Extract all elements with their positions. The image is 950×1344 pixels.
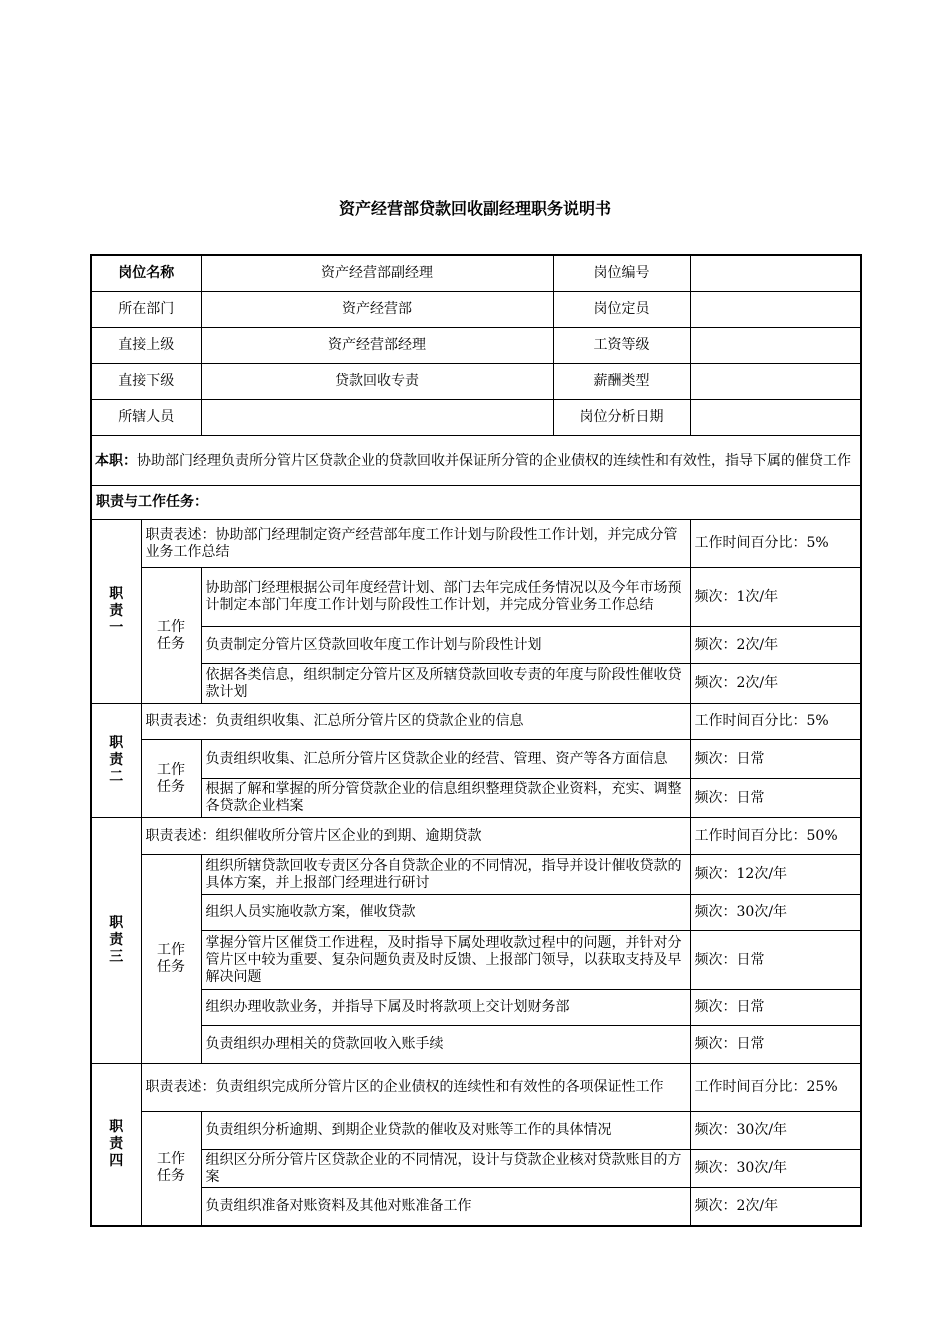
job-description-table: [90, 254, 862, 1227]
info-label: 岗位编号: [553, 255, 690, 292]
duty-statement-row: [91, 704, 861, 740]
task-frequency: 频次：2次/年: [690, 1188, 861, 1226]
task-label: 工作 任务: [141, 568, 201, 704]
time-percent: 工作时间百分比：5%: [690, 704, 861, 740]
info-label: 直接上级: [91, 328, 201, 364]
duty-statement: 职责表述：组织催收所分管片区企业的到期、逾期贷款: [141, 818, 690, 855]
duty-label: 职 责 一: [91, 520, 141, 704]
info-label: 岗位名称: [91, 255, 201, 292]
info-value: 资产经营部经理: [201, 328, 553, 364]
task-row: [91, 1026, 861, 1064]
info-value: [690, 292, 861, 328]
info-label: 岗位定员: [553, 292, 690, 328]
duty-label: 职 责 三: [91, 818, 141, 1064]
info-row: [91, 255, 861, 292]
task-label: 工作 任务: [141, 1112, 201, 1226]
summary-row: [91, 436, 861, 486]
info-value: 贷款回收专责: [201, 364, 553, 400]
task-text: 负责组织准备对账资料及其他对账准备工作: [201, 1188, 690, 1226]
info-value: 资产经营部: [201, 292, 553, 328]
info-value: [690, 255, 861, 292]
info-label: 薪酬类型: [553, 364, 690, 400]
task-frequency: 频次：30次/年: [690, 1150, 861, 1188]
task-frequency: 频次：2次/年: [690, 627, 861, 664]
info-label: 工资等级: [553, 328, 690, 364]
info-label: 直接下级: [91, 364, 201, 400]
info-value: [201, 400, 553, 436]
info-label: 所辖人员: [91, 400, 201, 436]
summary-text: 协助部门经理负责所分管片区贷款企业的贷款回收并保证所分管的企业债权的连续性和有效性，指导下属的催贷工作: [137, 452, 851, 469]
task-frequency: 频次：日常: [690, 990, 861, 1026]
task-row: [91, 627, 861, 664]
task-frequency: 频次：30次/年: [690, 1112, 861, 1150]
task-row: [91, 931, 861, 990]
document-title: 资产经营部贷款回收副经理职务说明书: [338, 199, 611, 218]
task-frequency: 频次：12次/年: [690, 855, 861, 895]
info-value: [690, 364, 861, 400]
summary-label: 本职：: [95, 452, 137, 469]
task-text: 组织所辖贷款回收专责区分各自贷款企业的不同情况，指导并设计催收贷款的具体方案，并上报部门经理进行研讨: [201, 855, 690, 895]
task-text: 组织人员实施收款方案，催收贷款: [201, 895, 690, 931]
task-text: 根据了解和掌握的所分管贷款企业的信息组织整理贷款企业资料，充实、调整各贷款企业档案: [201, 779, 690, 818]
task-row: [91, 664, 861, 704]
time-percent: 工作时间百分比：50%: [690, 818, 861, 855]
task-text: 依据各类信息，组织制定分管片区及所辖贷款回收专责的年度与阶段性催收贷款计划: [201, 664, 690, 704]
task-row: [91, 740, 861, 779]
time-percent: 工作时间百分比：25%: [690, 1064, 861, 1112]
duty-statement: 职责表述：负责组织收集、汇总所分管片区的贷款企业的信息: [141, 704, 690, 740]
task-row: [91, 895, 861, 931]
info-row: [91, 364, 861, 400]
info-label: 所在部门: [91, 292, 201, 328]
task-text: 组织办理收款业务，并指导下属及时将款项上交计划财务部: [201, 990, 690, 1026]
task-text: 负责组织分析逾期、到期企业贷款的催收及对账等工作的具体情况: [201, 1112, 690, 1150]
duty-label: 职 责 四: [91, 1064, 141, 1226]
task-row: [91, 568, 861, 627]
info-label: 岗位分析日期: [553, 400, 690, 436]
task-label: 工作 任务: [141, 740, 201, 818]
info-value: [690, 400, 861, 436]
task-row: [91, 990, 861, 1026]
task-row: [91, 779, 861, 818]
task-frequency: 频次：1次/年: [690, 568, 861, 627]
task-frequency: 频次：2次/年: [690, 664, 861, 704]
task-row: [91, 1150, 861, 1188]
duties-header-row: [91, 486, 861, 520]
duty-statement-row: [91, 1064, 861, 1112]
time-percent: 工作时间百分比：5%: [690, 520, 861, 568]
duty-statement-row: [91, 818, 861, 855]
info-row: [91, 400, 861, 436]
task-text: 掌握分管片区催贷工作进程，及时指导下属处理收款过程中的问题，并针对分管片区中较为重要、复杂问题负责及时反馈、上报部门领导，以获取支持及早解决问题: [201, 931, 690, 990]
task-frequency: 频次：日常: [690, 931, 861, 990]
task-text: 组织区分所分管片区贷款企业的不同情况，设计与贷款企业核对贷款账目的方案: [201, 1150, 690, 1188]
task-text: 负责制定分管片区贷款回收年度工作计划与阶段性计划: [201, 627, 690, 664]
duty-label: 职 责 二: [91, 704, 141, 818]
duty-statement: 职责表述：协助部门经理制定资产经营部年度工作计划与阶段性工作计划，并完成分管业务工作总结: [141, 520, 690, 568]
task-row: [91, 855, 861, 895]
task-row: [91, 1112, 861, 1150]
task-label: 工作 任务: [141, 855, 201, 1064]
info-value: 资产经营部副经理: [201, 255, 553, 292]
task-text: 负责组织收集、汇总所分管片区贷款企业的经营、管理、资产等各方面信息: [201, 740, 690, 779]
task-row: [91, 1188, 861, 1226]
duties-header: 职责与工作任务：: [91, 486, 861, 520]
task-text: 负责组织办理相关的贷款回收入账手续: [201, 1026, 690, 1064]
task-frequency: 频次：30次/年: [690, 895, 861, 931]
task-frequency: 频次：日常: [690, 1026, 861, 1064]
info-value: [690, 328, 861, 364]
duty-statement-row: [91, 520, 861, 568]
info-row: [91, 292, 861, 328]
task-frequency: 频次：日常: [690, 779, 861, 818]
info-row: [91, 328, 861, 364]
task-frequency: 频次：日常: [690, 740, 861, 779]
task-text: 协助部门经理根据公司年度经营计划、部门去年完成任务情况以及今年市场预计制定本部门年度工作计划与阶段性工作计划，并完成分管业务工作总结: [201, 568, 690, 627]
duty-statement: 职责表述：负责组织完成所分管片区的企业债权的连续性和有效性的各项保证性工作: [141, 1064, 690, 1112]
